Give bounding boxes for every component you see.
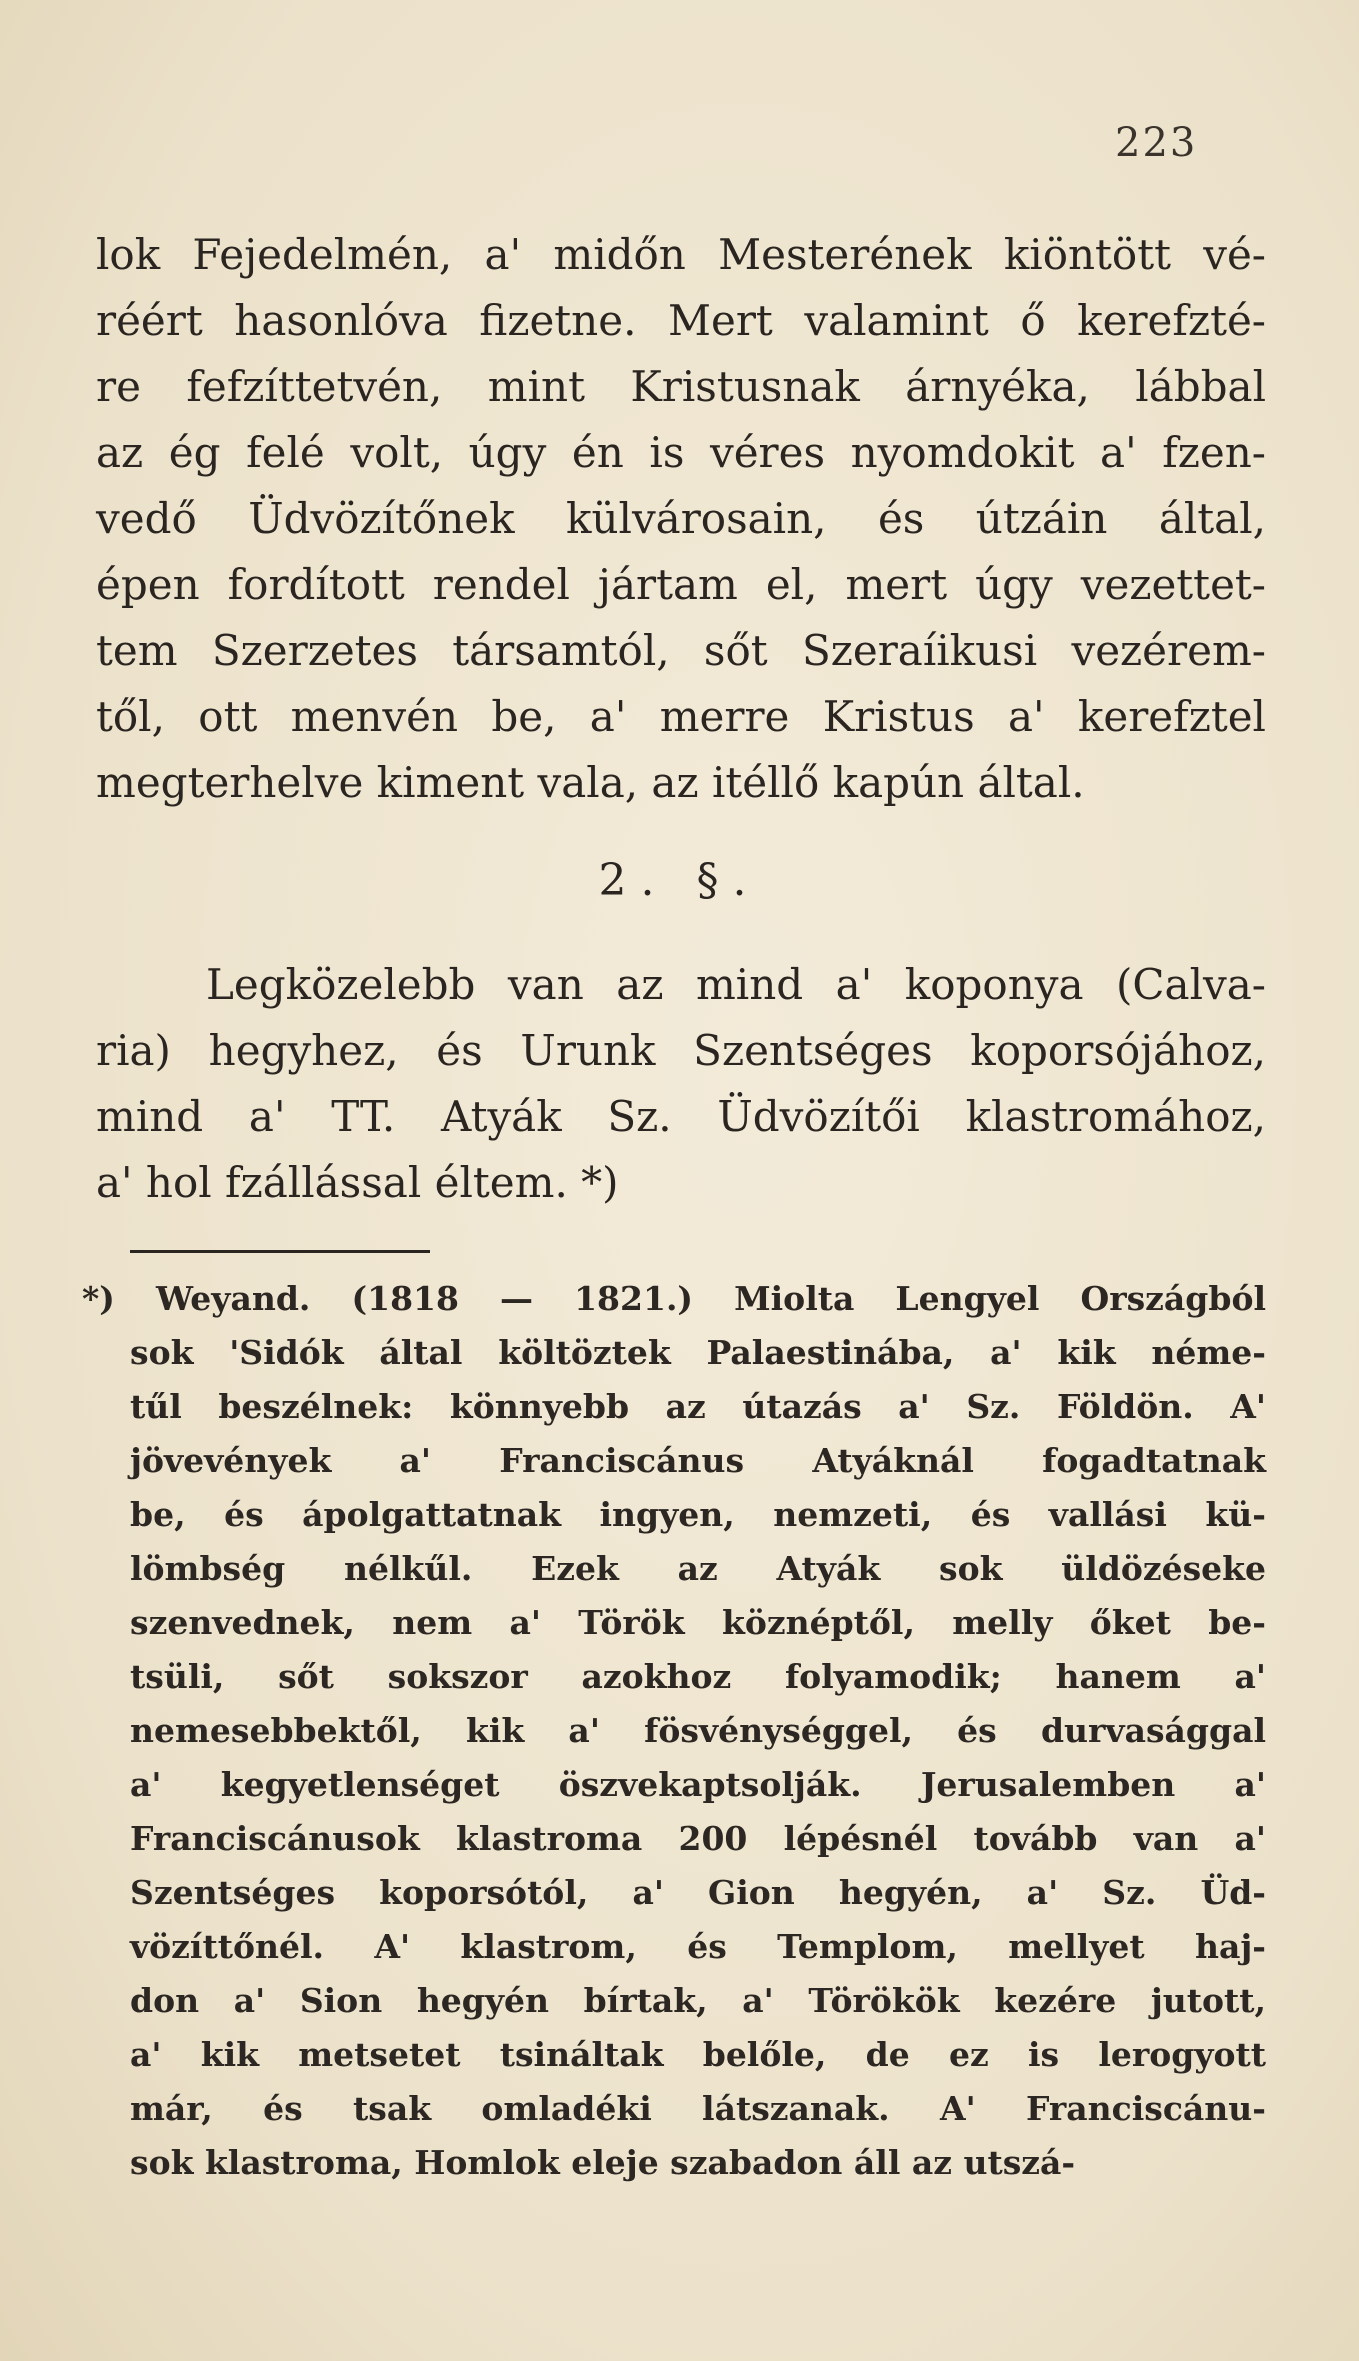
footnote-line: vözíttőnél. A' klastrom, és Templom, mellyet haj- (130, 1927, 1266, 1966)
main-paragraph (96, 222, 1266, 816)
footnote-line: Szentséges koporsótól, a' Gion hegyén, a' Sz. Üd- (130, 1873, 1266, 1912)
footnote-line: sok klastroma, Homlok eleje szabadon áll az utszá- (130, 2143, 1076, 2182)
page-number: 223 (1115, 120, 1198, 166)
text-line: lok Fejedelmén, a' midőn Mesterének kiöntött vé- (96, 230, 1266, 279)
text-line: a' hol fzállással éltem. *) (96, 1158, 619, 1207)
text-line: mind a' TT. Atyák Sz. Üdvözítői klastromához, (96, 1092, 1266, 1141)
footnote-line: be, és ápolgattatnak ingyen, nemzeti, és vallási kü- (130, 1495, 1266, 1534)
text-line: megterhelve kiment vala, az itéllő kapún által. (96, 758, 1085, 807)
footnote-line: a' kik metsetet tsináltak belőle, de ez is lerogyott (130, 2035, 1266, 2074)
footnote-line: tűl beszélnek: könnyebb az útazás a' Sz. Földön. A' (130, 1387, 1266, 1426)
footnote-line: szenvednek, nem a' Török köznéptől, melly őket be- (130, 1603, 1266, 1642)
text-line: réért hasonlóva fizetne. Mert valamint ő kerefzté- (96, 296, 1266, 345)
footnote-line: don a' Sion hegyén bírtak, a' Törökök kezére jutott, (130, 1981, 1266, 2020)
text-line: épen fordított rendel jártam el, mert úgy vezettet- (96, 560, 1266, 609)
footnote-divider (130, 1250, 430, 1253)
footnote-line: a' kegyetlenséget öszvekaptsolják. Jerusalemben a' (130, 1765, 1266, 1804)
footnote-line: jövevények a' Franciscánus Atyáknál fogadtatnak (130, 1441, 1266, 1480)
text-line: vedő Üdvözítőnek külvárosain, és útzáin által, (96, 494, 1266, 543)
text-line: tem Szerzetes társamtól, sőt Szeraíikusi vezérem- (96, 626, 1266, 675)
footnote-line: Franciscánusok klastroma 200 lépésnél tovább van a' (130, 1819, 1266, 1858)
footnote-line: sok 'Sidók által költöztek Palaestinába, a' kik néme- (130, 1333, 1266, 1372)
footnote-line: tsüli, sőt sokszor azokhoz folyamodik; hanem a' (130, 1657, 1266, 1696)
text-line: től, ott menvén be, a' merre Kristus a' kerefztel (96, 692, 1266, 741)
text-line: az ég felé volt, úgy én is véres nyomdokit a' fzen- (96, 428, 1266, 477)
footnote-line: *) Weyand. (1818 — 1821.) Miolta Lengyel Országból (82, 1279, 1266, 1318)
text-line: Legközelebb van az mind a' koponya (Calva- (206, 960, 1266, 1009)
footnote (82, 1272, 1266, 2190)
section-heading: 2. §. (598, 855, 761, 906)
footnote-line: nemesebbektől, kik a' fösvénységgel, és durvasággal (130, 1711, 1266, 1750)
text-line: re fefzíttetvén, mint Kristusnak árnyéka, lábbal (96, 362, 1266, 411)
section-paragraph (96, 952, 1266, 1216)
footnote-line: lömbség nélkűl. Ezek az Atyák sok üldözéseke (130, 1549, 1266, 1588)
footnote-line: már, és tsak omladéki látszanak. A' Franciscánu- (130, 2089, 1266, 2128)
text-line: ria) hegyhez, és Urunk Szentséges koporsójához, (96, 1026, 1266, 1075)
